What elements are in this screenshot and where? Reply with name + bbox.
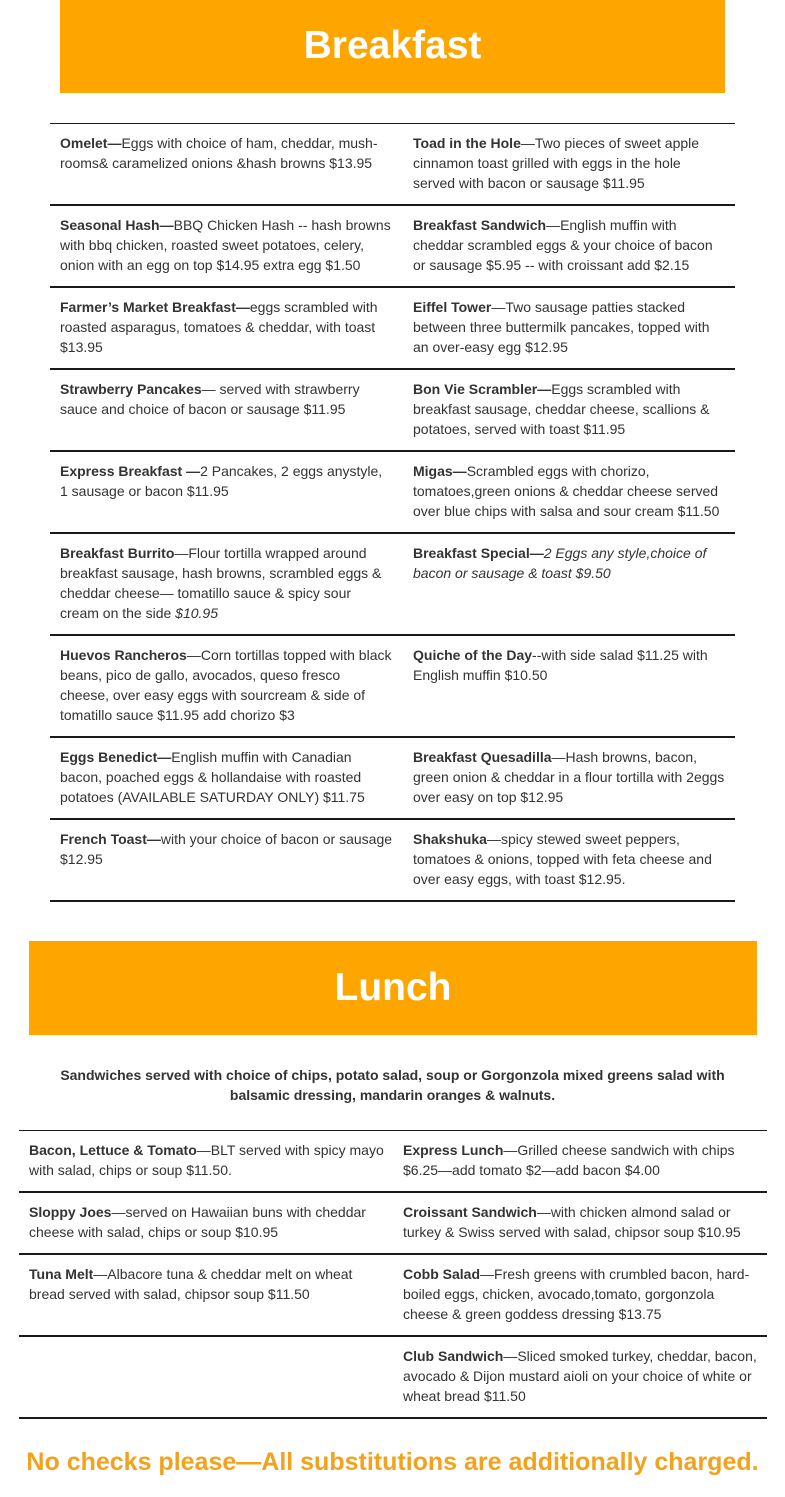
menu-item-name: Express Lunch [403,1142,504,1158]
menu-item [403,635,735,737]
menu-item-description: —Fresh greens with crumbled bacon, hard-boiled eggs, chicken, avocado,tomato, gorgonzola cheese & green goddess dressing $13.75 [403,1266,750,1322]
menu-item-name: Seasonal Hash— [60,217,174,233]
menu-item-description: eggs scrambled with roasted asparagus, tomatoes & cheddar, with toast $13.95 [60,299,382,355]
menu-item-name: Breakfast Quesadilla [413,749,552,765]
menu-row [50,287,735,369]
menu-item-name: Breakfast Sandwich [413,217,547,233]
menu-item-description: BBQ Chicken Hash -- hash browns with bbq chicken, roasted sweet potatoes, celery, onion with an egg on top $14.95 extra egg $1.50 [60,217,395,273]
menu-item-name: Farmer’s Market Breakfast— [60,299,250,315]
menu-row [19,1131,767,1193]
menu-item [19,1254,393,1336]
menu-item-name: Migas— [413,463,467,479]
menu-item [393,1192,767,1254]
menu-item-description: 2 Pancakes, 2 eggs anystyle, 1 sausage or bacon $11.95 [60,463,387,499]
menu-row [50,369,735,451]
menu-item [403,451,735,533]
menu-item-name: Omelet— [60,135,122,151]
menu-item-description: with your choice of bacon or sausage $12.95 [60,831,396,867]
menu-item-name: French Toast— [60,831,161,847]
menu-item-name: Breakfast Special— [413,545,544,561]
menu-item-description: Eggs with choice of ham, cheddar, mush-rooms& caramelized onions &hash browns $13.95 [60,135,378,171]
menu-row [50,819,735,901]
menu-item-name: Bacon, Lettuce & Tomato [29,1142,197,1158]
menu-item-description: —Flour tortilla wrapped around breakfast sausage, hash browns, scrambled eggs & cheddar cheese— tomatillo sauce & spicy sour cream on the side [60,545,386,621]
menu-item-description: — served with strawberry sauce and choice of bacon or sausage $11.95 [60,381,364,417]
menu-item [403,819,735,901]
lunch-menu-table [19,1130,767,1419]
menu-item-description: —Sliced smoked turkey, cheddar, bacon, avocado & Dijon mustard aioli on your choice of white or wheat bread $11.50 [403,1348,761,1404]
menu-item-description: —Two sausage patties stacked between three buttermilk pancakes, topped with an over-easy egg $12.95 [413,299,714,355]
lunch-sides-note: Sandwiches served with choice of chips, potato salad, soup or Gorgonzola mixed greens salad with balsamic dressing, mandarin oranges & walnuts. [60,1067,725,1103]
menu-row [19,1336,767,1418]
menu-item [19,1131,393,1193]
menu-row [19,1192,767,1254]
menu-item [19,1336,393,1418]
menu-row [50,635,735,737]
menu-item-description: —BLT served with spicy mayo with salad, chips or soup $11.50. [29,1142,388,1178]
menu-item [403,533,735,635]
menu-item-name: Bon Vie Scrambler— [413,381,552,397]
menu-row [50,737,735,819]
menu-item [403,369,735,451]
menu-item-name: Express Breakfast — [60,463,201,479]
menu-item-name: Sloppy Joes [29,1204,112,1220]
menu-item-name: Huevos Rancheros [60,647,187,663]
menu-item-description: —Hash browns, bacon, green onion & cheddar in a flour tortilla with 2eggs over easy on top $12.95 [413,749,729,805]
menu-item-description: —Albacore tuna & cheddar melt on wheat bread served with salad, chipsor soup $11.50 [29,1266,357,1302]
menu-item-description: —Grilled cheese sandwich with chips $6.25—add tomato $2—add bacon $4.00 [403,1142,739,1178]
menu-row [50,205,735,287]
menu-item-name: Tuna Melt [29,1266,94,1282]
lunch-heading: Lunch [29,941,757,1035]
menu-item-price: $10.95 [175,605,218,621]
menu-item [19,1192,393,1254]
menu-row [50,533,735,635]
menu-item-description: —Two pieces of sweet apple cinnamon toast grilled with eggs in the hole served with bacon or sausage $11.95 [413,135,703,191]
menu-item-description: 2 Eggs any style,choice of bacon or sausage & toast $9.50 [413,545,707,581]
menu-item-name: Quiche of the Day [413,647,533,663]
menu-item [393,1336,767,1418]
menu-item-description: —served on Hawaiian buns with cheddar cheese with salad, chips or soup $10.95 [29,1204,370,1240]
menu-item-name: Croissant Sandwich [403,1204,537,1220]
breakfast-heading: Breakfast [60,0,725,93]
menu-item [50,124,403,206]
menu-item [403,205,735,287]
menu-item [393,1131,767,1193]
menu-item-name: Toad in the Hole [413,135,521,151]
menu-item-name: Club Sandwich [403,1348,504,1364]
menu-item-name: Shakshuka [413,831,487,847]
menu-item-description: Scrambled eggs with chorizo, tomatoes,green onions & cheddar cheese served over blue chips with salsa and sour cream $11.50 [413,463,722,519]
breakfast-menu-table [50,123,735,902]
menu-item [50,819,403,901]
menu-item [50,451,403,533]
menu-item-name: Eggs Benedict— [60,749,172,765]
menu-item [50,635,403,737]
menu-item-description: —spicy stewed sweet peppers, tomatoes & onions, topped with feta cheese and over easy eggs, with toast $12.95. [413,831,716,887]
menu-item-name: Eiffel Tower [413,299,492,315]
menu-item-description: —Corn tortillas topped with black beans, pico de gallo, avocados, queso fresco cheese, over easy eggs with sourcream & side of tomatillo sauce $11.95 add chorizo $3 [60,647,396,723]
menu-item [50,533,403,635]
substitution-notice: No checks please—All substitutions are additionally charged. [26,1448,759,1476]
menu-item [50,205,403,287]
menu-item [50,369,403,451]
menu-item [403,124,735,206]
menu-item [403,737,735,819]
menu-item [403,287,735,369]
menu-item-name: Breakfast Burrito [60,545,175,561]
menu-item [50,287,403,369]
menu-row [50,124,735,206]
menu-item-description: —with chicken almond salad or turkey & Swiss served with salad, chipsor soup $10.95 [403,1204,741,1240]
menu-item [393,1254,767,1336]
menu-item [50,737,403,819]
menu-item-description: —English muffin with cheddar scrambled eggs & your choice of bacon or sausage $5.95 -- with croissant add $2.15 [413,217,717,273]
menu-item-description: English muffin with Canadian bacon, poached eggs & hollandaise with roasted potatoes (AVAILABLE SATURDAY ONLY) $11.75 [60,749,366,805]
menu-item-description: --with side salad $11.25 with English muffin $10.50 [413,647,712,683]
menu-row [19,1254,767,1336]
menu-item-name: Strawberry Pancakes [60,381,202,397]
menu-item-description: Eggs scrambled with breakfast sausage, cheddar cheese, scallions & potatoes, served with toast $11.95 [413,381,714,437]
menu-row [50,451,735,533]
menu-item-name: Cobb Salad [403,1266,481,1282]
